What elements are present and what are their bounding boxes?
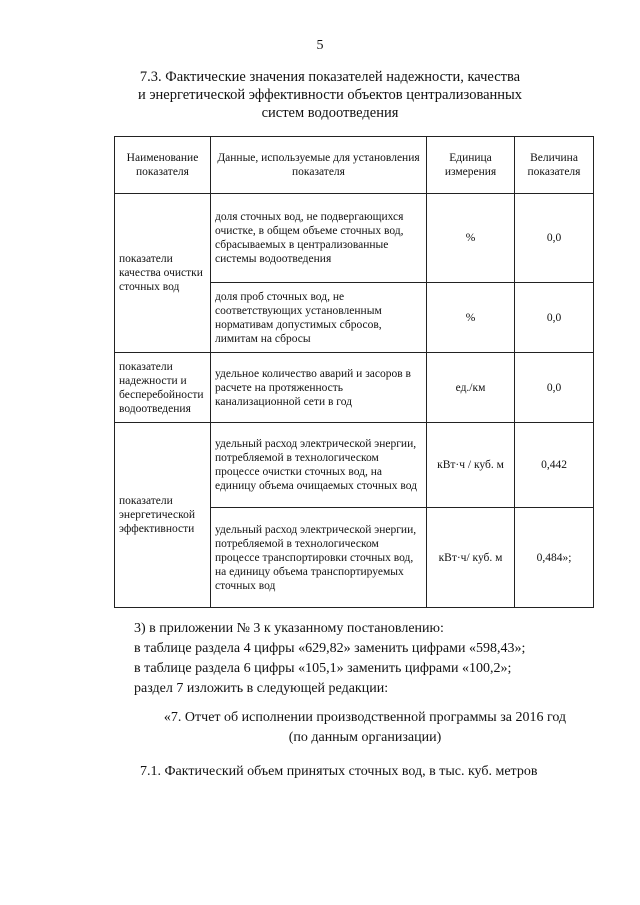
indicator-group-name: показатели качества очистки сточных вод xyxy=(115,194,211,353)
table-row xyxy=(115,423,594,508)
section-title-line: и энергетической эффективности объектов централизованных xyxy=(137,87,523,103)
indicator-unit: % xyxy=(427,194,515,283)
report-title-line: «7. Отчет об исполнении производственной программы за 2016 год xyxy=(163,710,567,725)
table-row xyxy=(115,353,594,423)
indicator-value: 0,442 xyxy=(515,423,594,508)
indicator-unit: % xyxy=(427,283,515,353)
indicator-unit: кВт·ч / куб. м xyxy=(427,423,515,508)
section-title-line: 7.3. Фактические значения показателей надежности, качества xyxy=(139,69,521,85)
report-title-line: (по данным организации) xyxy=(288,730,442,745)
indicators-table xyxy=(114,136,594,608)
table-header-row xyxy=(115,137,594,194)
indicator-value: 0,0 xyxy=(515,194,594,283)
indicator-value: 0,0 xyxy=(515,283,594,353)
amendment-paragraph xyxy=(134,619,584,699)
indicator-description: удельный расход электрической энергии, потребляемой в технологическом процессе транспортировки сточных вод, на единицу объема транспортируемых сточных вод xyxy=(211,508,427,608)
page-number: 5 xyxy=(316,38,324,53)
paragraph-line: в таблице раздела 4 цифры «629,82» заменить цифрами «598,43»; xyxy=(134,641,526,656)
paragraph-line: 3) в приложении № 3 к указанному постановлению: xyxy=(134,621,444,636)
header-unit: Единица измерения xyxy=(427,137,515,194)
header-data: Данные, используемые для установления показателя xyxy=(211,137,427,194)
indicator-group-name: показатели надежности и бесперебойности водоотведения xyxy=(115,353,211,423)
indicator-value: 0,0 xyxy=(515,353,594,423)
paragraph-line: раздел 7 изложить в следующей редакции: xyxy=(134,681,389,696)
indicator-description: доля сточных вод, не подвергающихся очистке, в общем объеме сточных вод, сбрасываемых в централизованные системы водоотведения xyxy=(211,194,427,283)
header-name: Наименование показателя xyxy=(115,137,211,194)
table-row xyxy=(115,194,594,283)
subsection-title: 7.1. Фактический объем принятых сточных вод, в тыс. куб. метров xyxy=(140,764,538,779)
indicator-unit: ед./км xyxy=(427,353,515,423)
indicator-value: 0,484»; xyxy=(515,508,594,608)
indicator-description: удельное количество аварий и засоров в расчете на протяженность канализационной сети в год xyxy=(211,353,427,423)
header-value: Величина показателя xyxy=(515,137,594,194)
indicator-description: доля проб сточных вод, не соответствующих установленным нормативам допустимых сбросов, лимитам на сбросы xyxy=(211,283,427,353)
section-title xyxy=(120,68,540,122)
paragraph-line: в таблице раздела 6 цифры «105,1» заменить цифрами «100,2»; xyxy=(134,661,512,676)
indicator-description: удельный расход электрической энергии, потребляемой в технологическом процессе очистки сточных вод, на единицу объема очищаемых сточных вод xyxy=(211,423,427,508)
indicator-unit: кВт·ч/ куб. м xyxy=(427,508,515,608)
report-title xyxy=(140,708,590,748)
section-title-line: систем водоотведения xyxy=(261,105,399,121)
indicator-group-name: показатели энергетической эффективности xyxy=(115,423,211,608)
